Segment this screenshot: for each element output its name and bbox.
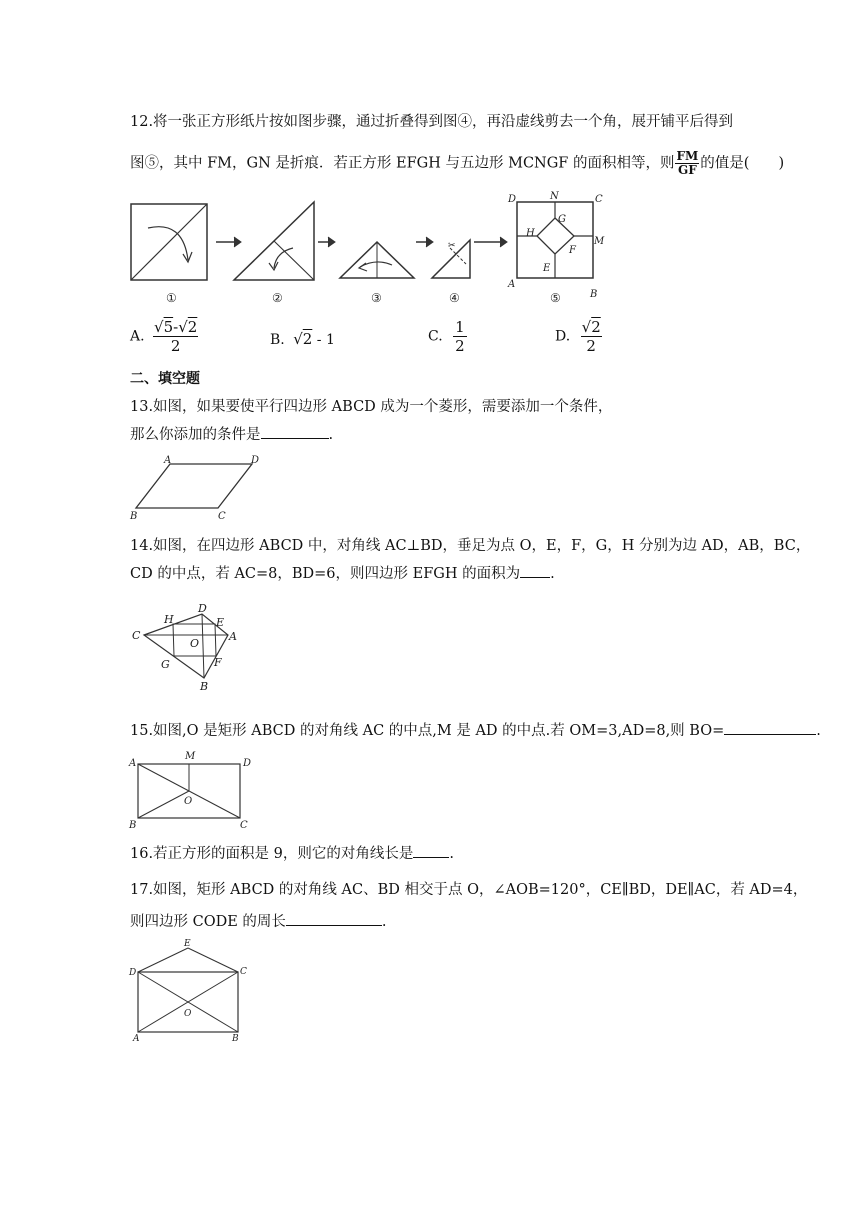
step-label-3: ③ bbox=[371, 291, 382, 305]
q14-label-G: G bbox=[161, 658, 170, 671]
q14-end: . bbox=[550, 566, 555, 582]
q12-option-a[interactable]: A. $\frac{√5-√2}{2}$ bbox=[130, 318, 198, 355]
option-a-rad1: 5 bbox=[163, 318, 174, 336]
q12-line1: 12.将一张正方形纸片按如图步骤，通过折叠得到图④，再沿虚线剪去一个角，展开铺平后得到 bbox=[130, 114, 734, 130]
option-d-den: 2 bbox=[586, 337, 596, 355]
q17-label-A: A bbox=[133, 1034, 140, 1044]
fig5-label-C: C bbox=[595, 194, 603, 205]
option-a-rad2: 2 bbox=[187, 318, 198, 336]
q14-label-E: E bbox=[216, 616, 225, 629]
q14-label-D: D bbox=[198, 602, 207, 615]
fig5-label-G: G bbox=[558, 214, 566, 225]
step-label-2: ② bbox=[272, 291, 283, 305]
fig5-label-E: E bbox=[543, 263, 551, 274]
q15-label-O: O bbox=[184, 796, 193, 807]
q17-label-E: E bbox=[184, 939, 191, 949]
q17-line2-text: 则四边形 CODE 的周长 bbox=[130, 914, 286, 930]
q13-label-B: B bbox=[130, 511, 138, 522]
q12-frac-num: FM bbox=[676, 149, 699, 163]
q14-quadrilateral-figure bbox=[128, 600, 248, 695]
fig5-label-H: H bbox=[526, 228, 535, 239]
option-a-den: 2 bbox=[170, 337, 181, 355]
option-d-label: D. bbox=[555, 328, 571, 345]
q17-line2 bbox=[130, 910, 387, 931]
q13-end: . bbox=[328, 427, 334, 443]
q15-label-B: B bbox=[129, 820, 137, 831]
q14-label-A: A bbox=[229, 630, 237, 643]
q16-end: . bbox=[449, 846, 455, 862]
option-c-den: 2 bbox=[455, 337, 465, 355]
q13-line2 bbox=[130, 423, 333, 444]
q17-label-C: C bbox=[240, 967, 247, 977]
q15-label-D: D bbox=[243, 758, 252, 769]
step-label-4: ④ bbox=[449, 291, 460, 305]
q12-option-b[interactable]: B. √2 - 1 bbox=[270, 330, 335, 348]
q16-line1 bbox=[130, 842, 454, 863]
arrow-2 bbox=[318, 237, 335, 247]
option-a-label: A. bbox=[130, 328, 145, 345]
q13-label-A: A bbox=[164, 455, 172, 466]
q15-line1-text: 15.如图,O 是矩形 ABCD 的对角线 AC 的中点,M 是 AD 的中点.若 OM=3,AD=8,则 BO= bbox=[130, 723, 725, 739]
fig5-label-D: D bbox=[508, 194, 517, 205]
q15-label-C: C bbox=[240, 820, 248, 831]
q15-line1 bbox=[130, 719, 821, 740]
fig5-label-F: F bbox=[569, 245, 576, 256]
q16-line1-text: 16.若正方形的面积是 9，则它的对角线长是 bbox=[130, 846, 414, 862]
q13-answer-blank[interactable] bbox=[261, 437, 329, 439]
svg-text:✂: ✂ bbox=[448, 241, 456, 251]
q17-rectangle-figure bbox=[128, 938, 258, 1043]
q13-line1: 13.如图，如果要使平行四边形 ABCD 成为一个菱形，需要添加一个条件， bbox=[130, 399, 613, 415]
q14-label-B: B bbox=[200, 680, 209, 693]
q13-label-D: D bbox=[251, 455, 260, 466]
q17-end: . bbox=[381, 914, 387, 930]
q15-end: . bbox=[816, 723, 821, 739]
q17-label-B: B bbox=[232, 1034, 239, 1044]
q14-line2 bbox=[130, 562, 555, 583]
option-c-num: 1 bbox=[455, 318, 465, 336]
q15-label-A: A bbox=[129, 758, 137, 769]
q13-line2-text: 那么你添加的条件是 bbox=[130, 427, 261, 443]
q17-label-O: O bbox=[184, 1009, 192, 1019]
q13-label-C: C bbox=[218, 511, 226, 522]
q12-frac-den: GF bbox=[678, 163, 697, 177]
option-d-rad: 2 bbox=[591, 318, 601, 336]
fold-step-3 bbox=[340, 242, 414, 278]
arrow-3 bbox=[416, 237, 433, 247]
q15-answer-blank[interactable] bbox=[724, 733, 816, 735]
q15-rectangle-figure bbox=[128, 748, 268, 831]
q14-label-O: O bbox=[190, 637, 200, 650]
q13-parallelogram-figure bbox=[128, 452, 268, 524]
fig5-label-B: B bbox=[590, 289, 598, 300]
fold-step-4 bbox=[432, 240, 470, 278]
q17-line1: 17.如图，矩形 ABCD 的对角线 AC、BD 相交于点 O，∠AOB=120°，CE∥BD，DE∥AC，若 AD=4， bbox=[130, 882, 808, 898]
fold-step-2 bbox=[234, 202, 314, 280]
arrow-4 bbox=[474, 237, 507, 247]
q12-line2a: 图⑤，其中 FM，GN 是折痕．若正方形 EFGH 与五边形 MCNGF 的面积相等，则 bbox=[130, 155, 675, 172]
q17-answer-blank[interactable] bbox=[286, 924, 382, 926]
fig5-label-M: M bbox=[594, 236, 605, 247]
q17-label-D: D bbox=[129, 968, 137, 978]
q14-label-H: H bbox=[164, 613, 174, 626]
fig5-label-N: N bbox=[550, 191, 559, 202]
q14-line2-text: CD 的中点，若 AC=8，BD=6，则四边形 EFGH 的面积为 bbox=[130, 566, 521, 582]
option-a-minus: - bbox=[173, 318, 179, 336]
q14-label-C: C bbox=[132, 629, 141, 642]
option-b-tail: - 1 bbox=[316, 332, 335, 348]
option-b-rad: 2 bbox=[302, 330, 313, 348]
step-label-5: ⑤ bbox=[550, 291, 561, 305]
option-b-label: B. bbox=[270, 332, 285, 348]
fold-step-1 bbox=[131, 204, 207, 280]
q12-option-d[interactable]: D. $\frac{√2}{2}$ bbox=[555, 318, 601, 355]
q12-option-c[interactable] bbox=[428, 318, 467, 355]
q12-fraction bbox=[675, 150, 699, 177]
q16-answer-blank[interactable] bbox=[413, 856, 449, 858]
section-heading: 二、填空题 bbox=[130, 371, 200, 387]
q15-label-M: M bbox=[185, 751, 196, 762]
q14-label-F: F bbox=[214, 656, 222, 669]
option-c-label: C. bbox=[428, 328, 443, 345]
q14-line1: 14.如图，在四边形 ABCD 中，对角线 AC⊥BD，垂足为点 O，E，F，G，H 分别为边 AD，AB，BC， bbox=[130, 538, 811, 554]
q12-line2 bbox=[130, 150, 784, 177]
step-label-1: ① bbox=[166, 291, 177, 305]
fold-step-5 bbox=[517, 202, 593, 278]
q12-fold-figures bbox=[128, 190, 618, 310]
fig5-label-A: A bbox=[508, 279, 516, 290]
arrow-1 bbox=[216, 237, 241, 247]
q14-answer-blank[interactable] bbox=[520, 576, 550, 578]
q12-line2b: 的值是( ) bbox=[700, 155, 785, 172]
